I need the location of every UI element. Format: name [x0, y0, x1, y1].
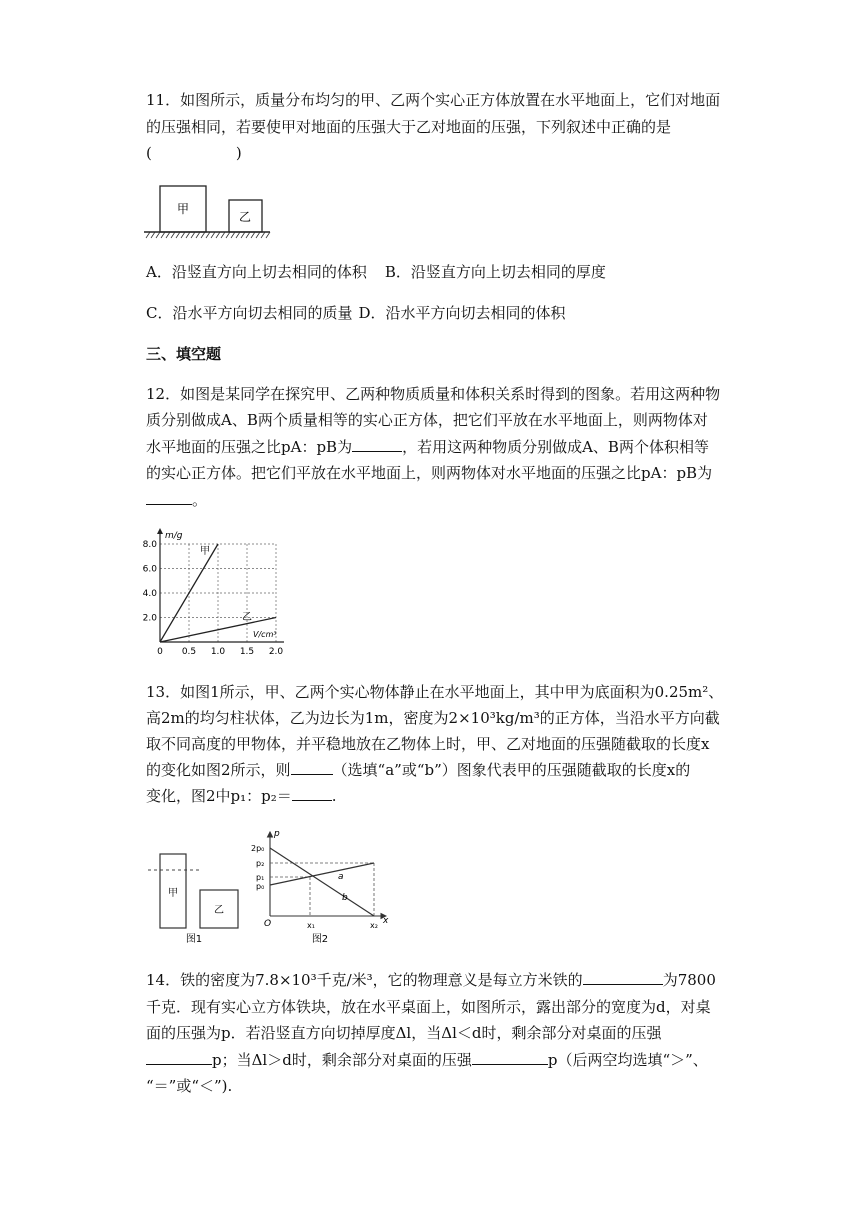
label-x2: x₂ [370, 921, 378, 930]
series-label-1: 甲 [200, 546, 210, 557]
q13-blank-1[interactable] [291, 760, 333, 775]
line-b-label: b [342, 893, 348, 903]
q13-line5-text-a: 变化，图2中p₁：p₂＝ [146, 787, 292, 805]
q14-line4-text-a: p；当Δl＞d时，剩余部分对桌面的压强 [212, 1051, 472, 1069]
q12-line5-end: 。 [192, 491, 208, 509]
q13-line2: 高2m的均匀柱状体，乙为边长为1m，密度为2×10³kg/m³的正方体，当沿水平方向截 [146, 709, 720, 727]
label-x1: x₁ [307, 921, 315, 930]
hatch-mark [206, 232, 210, 238]
hatch-mark [171, 232, 175, 238]
object-yi-label: 乙 [214, 905, 224, 916]
q12-blank-1[interactable] [352, 437, 402, 452]
y-tick-label: 8.0 [142, 540, 157, 550]
q12-line5 [146, 490, 207, 510]
hatch-mark [186, 232, 190, 238]
q13-line1: 13．如图1所示，甲、乙两个实心物体静止在水平地面上，其中甲为底面积为0.25m²、 [146, 683, 724, 701]
hatch-mark [251, 232, 255, 238]
q14-line5: “＝”或“＜”). [146, 1077, 233, 1095]
hatch-mark [216, 232, 220, 238]
q13-figure-2 [250, 826, 395, 946]
paren-open: ( [146, 144, 152, 162]
q12-ratio-2: pA：pB [641, 464, 698, 482]
hatch-mark [176, 232, 180, 238]
series-label-2: 乙 [242, 612, 252, 623]
hatch-mark [236, 232, 240, 238]
x-axis-label: x [383, 916, 389, 926]
figure-2-caption: 图2 [311, 934, 329, 945]
ground-hatch [146, 232, 270, 238]
option-b[interactable]: B．沿竖直方向上切去相同的厚度 [384, 263, 606, 281]
paren-close: ) [235, 144, 242, 162]
hatch-mark [231, 232, 235, 238]
y-axis-arrow [157, 528, 163, 534]
figure-1-caption: 图1 [185, 934, 203, 945]
q14-line4 [146, 1050, 708, 1070]
q12-line3-text-c: ，若用这两种物质分别做成A、B两个体积相等 [402, 438, 709, 456]
q11-options-ab [146, 262, 606, 282]
hatch-mark [261, 232, 265, 238]
q11-line2: 的压强相同，若要使甲对地面的压强大于乙对地面的压强，下列叙述中正确的是 [146, 118, 672, 136]
q12-line4-text-b: 为 [697, 464, 713, 482]
hatch-mark [151, 232, 155, 238]
q13-blank-2[interactable] [292, 786, 332, 801]
hatch-mark [156, 232, 160, 238]
q14-blank-1[interactable] [583, 970, 663, 985]
x-tick-label: 0.5 [181, 647, 197, 657]
hatch-mark [211, 232, 215, 238]
label-2p0: 2p₀ [251, 844, 265, 853]
x-tick-label: 1.0 [210, 647, 226, 657]
q12-line3-text-b: 为 [337, 438, 353, 456]
label-p1: p₁ [256, 873, 265, 882]
q11-cubes-figure [142, 182, 272, 242]
q13-line4 [146, 760, 690, 780]
x-tick-label: 1.5 [239, 647, 255, 657]
q12-blank-2[interactable] [146, 490, 192, 505]
label-p2: p₂ [256, 859, 265, 868]
option-a[interactable]: A．沿竖直方向上切去相同的体积 [146, 263, 367, 281]
q13-figure-1 [144, 848, 254, 946]
q12-ratio-1: pA：pB [281, 438, 338, 456]
y-tick-label: 6.0 [142, 564, 157, 575]
q14-line1-text-b: 为7800 [662, 971, 716, 989]
hatch-mark [161, 232, 165, 238]
hatch-mark [196, 232, 200, 238]
p-axis-label: p [274, 829, 280, 839]
cube-yi-label: 乙 [238, 210, 252, 224]
q11-options-cd [146, 303, 566, 323]
origin-label: O [264, 919, 272, 929]
x-tick-label: 2.0 [268, 647, 284, 657]
hatch-mark [266, 232, 270, 238]
cube-jia-label: 甲 [176, 202, 190, 216]
q14-line2: 千克．现有实心立方体铁块，放在水平桌面上，如图所示，露出部分的宽度为d，对桌 [146, 998, 711, 1016]
q14-blank-3[interactable] [472, 1050, 548, 1065]
y-tick-label: 2.0 [142, 613, 157, 624]
hatch-mark [256, 232, 260, 238]
hatch-mark [191, 232, 195, 238]
option-d[interactable]: D．沿水平方向切去相同的体积 [358, 304, 566, 322]
hatch-mark [166, 232, 170, 238]
mass-volume-chart [138, 528, 318, 658]
q12-line4-text-a: 的实心正方体。把它们平放在水平地面上，则两物体对水平地面的压强之比 [146, 464, 642, 482]
q13-line5 [146, 786, 337, 806]
line-a-label: a [338, 872, 344, 882]
q14-line4-text-b: p（后两空均选填“＞”、 [547, 1051, 708, 1069]
hatch-mark [146, 232, 150, 238]
q13-line5-text-b: . [331, 787, 337, 805]
q12-line2: 质分别做成A、B两个质量相等的实心正方体，把它们平放在水平地面上，则两物体对 [146, 411, 708, 429]
label-p0: p₀ [256, 882, 265, 891]
hatch-mark [181, 232, 185, 238]
hatch-mark [221, 232, 225, 238]
q12-line1: 12．如图是某同学在探究甲、乙两种物质质量和体积关系时得到的图象。若用这两种物 [146, 385, 721, 403]
q13-line4-text-b: （选填“a”或“b”）图象代表甲的压强随截取的长度x的 [332, 761, 691, 779]
hatch-mark [226, 232, 230, 238]
x-axis-label: V/cm³ [253, 630, 277, 639]
q12-line4 [146, 463, 712, 483]
q13-line4-text-a: 的变化如图2所示，则 [146, 761, 291, 779]
y-tick-label: 4.0 [142, 589, 157, 599]
y-axis-label: m/g [165, 531, 183, 541]
q13-line3: 取不同高度的甲物体，并平稳地放在乙物体上时，甲、乙对地面的压强随截取的长度x [146, 735, 710, 753]
section-title: 三、填空题 [146, 345, 222, 363]
option-c[interactable]: C．沿水平方向切去相同的质量 [146, 304, 353, 322]
q12-line3-text-a: 水平地面的压强之比 [146, 438, 282, 456]
object-jia-label: 甲 [168, 888, 178, 899]
q14-blank-2[interactable] [146, 1050, 212, 1065]
q14-line1-text-a: 14．铁的密度为7.8×10³千克/米³，它的物理意义是每立方米铁的 [146, 971, 583, 989]
q14-line3: 面的压强为p．若沿竖直方向切掉厚度Δl，当Δl＜d时，剩余部分对桌面的压强 [146, 1024, 662, 1042]
q11-line1: 11．如图所示，质量分布均匀的甲、乙两个实心正方体放置在水平地面上，它们对地面 [146, 91, 721, 109]
q14-line1 [146, 970, 716, 990]
hatch-mark [241, 232, 245, 238]
q11-answer-paren [146, 143, 242, 163]
q12-line3 [146, 437, 709, 457]
x-tick-label: 0 [157, 647, 163, 657]
hatch-mark [246, 232, 250, 238]
hatch-mark [201, 232, 205, 238]
